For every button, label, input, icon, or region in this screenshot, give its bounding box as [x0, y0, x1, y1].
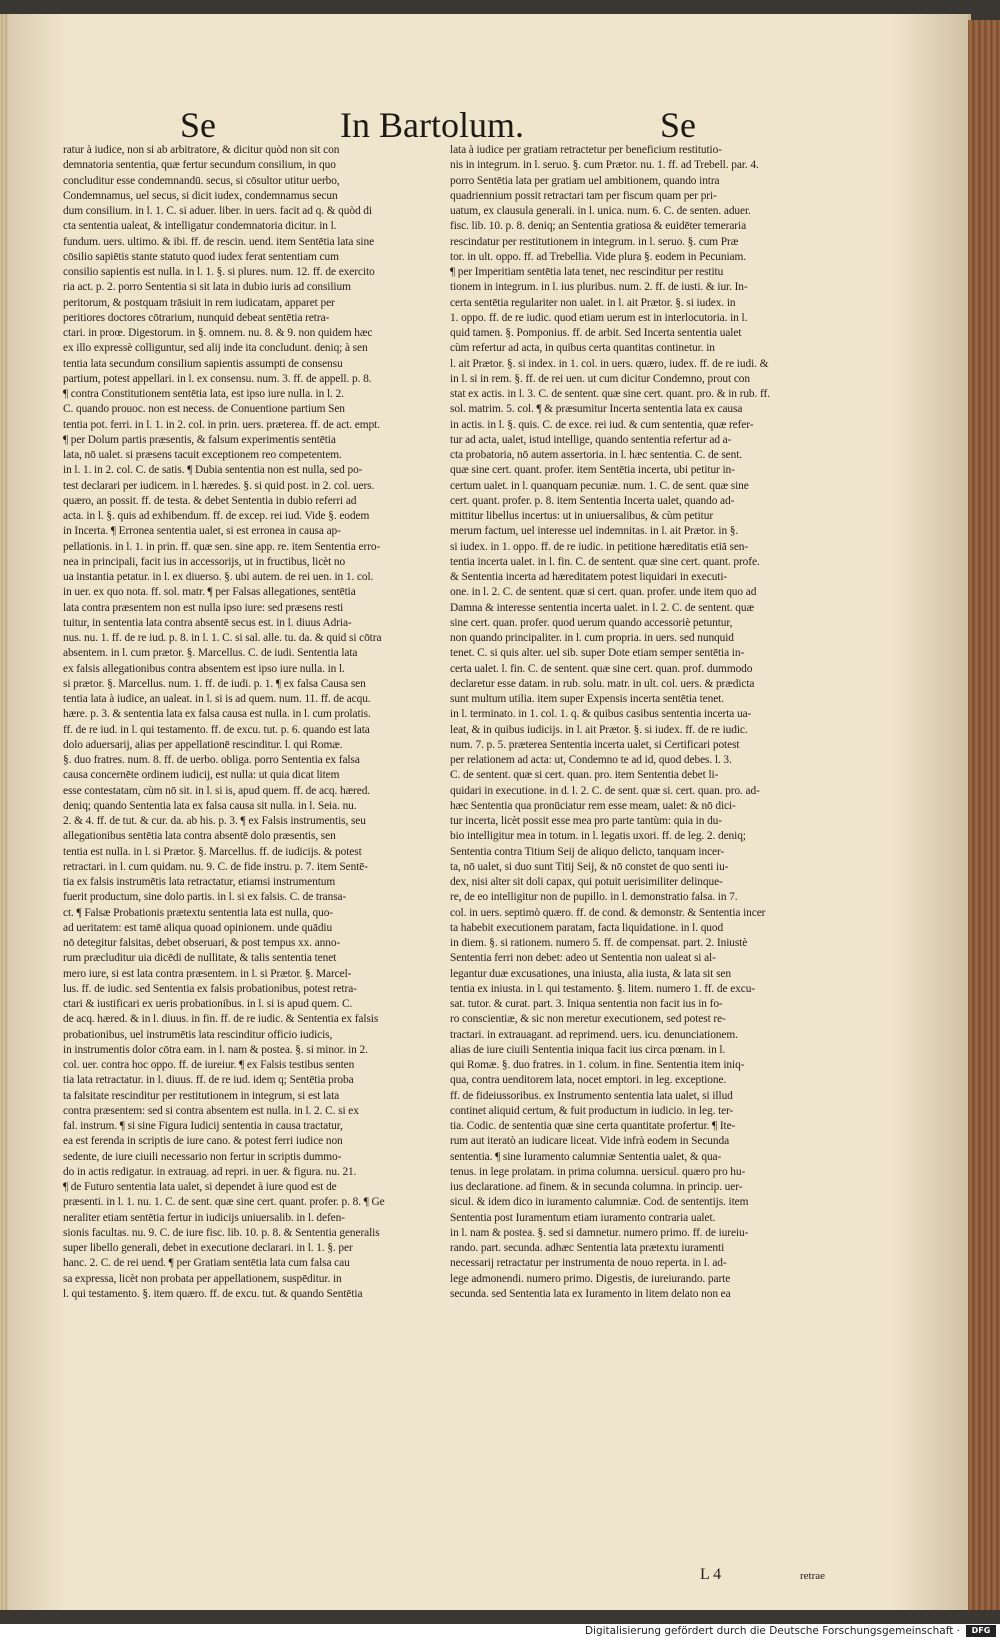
text-line: peritiores doctores cōtrarium, nunquid debeat sentētia retra- — [63, 311, 330, 324]
text-line: si iudex. in 1. oppo. ff. de re iudic. in petitione hæreditatis etiā sen- — [450, 540, 749, 553]
text-line: præsenti. in l. 1. nu. 1. C. de sent. quæ sine cert. quant. profer. p. 8. ¶ Ge — [63, 1196, 385, 1209]
text-line: fisc. lib. 10. p. 8. deniq; an Sententia gratiosa & euidēter temeraria — [450, 220, 747, 233]
text-line: §. duo fratres. num. 8. ff. de uerbo. obliga. porro Sententia ex falsa — [63, 754, 360, 766]
text-line: partium, potest appellari. in l. ex consensu. num. 3. ff. de appell. p. 8. — [63, 372, 372, 385]
text-line: tionem in integrum. in l. ius pluribus. num. 2. ff. de iusti. & iur. In- — [450, 281, 748, 294]
text-line: peritorum, & postquam trāsiuit in rem iudicatam, apparet per — [63, 296, 335, 309]
text-line: hære. p. 3. & sententia lata ex falsa causa est nulla. in l. cum prolatis. — [63, 708, 371, 721]
text-line: ea est ferenda in scriptis de iure cano. & potest ferri iudice non — [63, 1135, 343, 1148]
text-line: ctari & iustificari ex ueris probationibus. in l. si is apud quem. C. — [63, 998, 353, 1010]
text-line: secunda. sed Sententia lata ex Iuramento in litem delato non ea — [450, 1287, 731, 1300]
text-line: ria act. p. 2. porro Sententia si sit lata in dubio iuris ad consilium — [63, 281, 351, 294]
text-line: dum consilium. in l. 1. C. si aduer. liber. in uers. facit ad q. & quòd di — [63, 205, 372, 217]
text-line: in diem. §. si rationem. numero 5. ff. de compensat. part. 2. Iniustè — [450, 937, 748, 949]
text-line: nis in integrum. in l. seruo. §. cum Prætor. nu. 1. ff. ad Trebell. par. 4. — [450, 159, 759, 172]
book-binding — [968, 20, 1000, 1610]
text-line: consilio sapientis est nulla. in l. 1. §. si plures. num. 12. ff. de exercito — [63, 266, 375, 278]
text-line: ¶ de Futuro sententia lata ualet, si dependet à iure quod est de — [63, 1181, 337, 1193]
text-line: certa sentētia regulariter non ualet. in l. ait Prætor. §. si iudex. in — [450, 296, 736, 309]
text-line: cta sententia ualeat, & intelligatur condemnatoria dicitur. in l. — [63, 220, 337, 233]
text-line: sicul. & idem dico in iuramento calumniæ. Cod. de sententijs. item — [450, 1196, 749, 1209]
text-line: ratur à iudice, non si ab arbitratore, & dicitur quòd non sit con — [63, 144, 340, 156]
text-line: tentia incerta ualet. in l. fin. C. de sentent. quæ sine cert. quant. profe. — [450, 555, 760, 568]
text-line: ta falsitate rescinditur per restitutionem in integrum, si est lata — [63, 1089, 340, 1102]
text-line: quæ sine cert. quant. profer. item Sentētia incerta, ubi petitur in- — [450, 464, 735, 477]
text-line: deniq; quando Sententia lata ex falsa causa sit nulla. in l. Seia. nu. — [63, 799, 357, 812]
text-line: fal. instrum. ¶ si sine Figura Iudicij sententia in causa tractatur, — [63, 1120, 343, 1132]
text-line: C. quando prouoc. non est necess. de Conuentione partium Sen — [63, 403, 345, 416]
text-line: tor. in ult. oppo. ff. ad Trebellia. Vide plura §. eodem in Pecuniam. — [450, 250, 747, 263]
text-line: sedente, de iure ciuili necessario non fertur in scriptis dummo- — [63, 1150, 342, 1163]
text-line: tia ex falsis instrumētis lata retractatur, etiamsi instrumentum — [63, 876, 336, 888]
text-line: concluditur esse condemnandū. secus, si cōsultor utitur uerbo, — [63, 174, 340, 187]
text-line: dolo aduersarij, alias per appellationē rescinditur. l. qui Romæ. — [63, 738, 343, 751]
text-line: fundum. uers. ultimo. & ibi. ff. de rescin. uend. item Sentētia lata sine — [63, 235, 375, 248]
text-line: fuerit productum, sine dolo partis. in l. si ex falsis. C. de transa- — [63, 891, 347, 904]
text-line: sunt multum utilia. item super Expensis incerta sentētia tenet. — [450, 693, 724, 705]
text-line: neraliter etiam sentētia fertur in iudicijs uniuersalib. in l. defen- — [63, 1211, 345, 1224]
text-line: nō detegitur falsitas, debet obseruari, & post tempus xx. anno- — [63, 937, 341, 949]
text-line: pellationis. in l. 1. in prin. ff. quæ sen. sine app. re. item Sententia erro- — [63, 540, 381, 553]
text-line: one. in l. 2. C. de sentent. quæ si cert. quan. profer. unde item quo ad — [450, 586, 757, 599]
funding-notice: Digitalisierung gefördert durch die Deutsche Forschungsgemeinschaft · — [584, 1625, 960, 1637]
text-line: quæro, an possit. ff. de testa. & debet Sententia in dubio referri ad — [63, 494, 357, 507]
text-line: tur ad acta, ualet, istud intellige, quando sententia refertur ad a- — [450, 433, 732, 446]
text-line: hanc. 2. C. de rei uend. ¶ per Gratiam sentētia lata cum falsa cau — [63, 1257, 350, 1270]
text-line: cert. quant. profer. p. 8. item Sententia Incerta ualet, quando ad- — [450, 494, 735, 507]
text-line: continet aliquid certum, & fuit productum in iudicio. in leg. ter- — [450, 1104, 734, 1117]
text-line: sententia. ¶ sine Iuramento calumniæ Sententia ualet, & qua- — [450, 1150, 722, 1163]
text-line: causa concernēte ordinem iudicij, est nulla: ut quia dicat litem — [63, 769, 340, 782]
text-line: in Incerta. ¶ Erronea sententia ualet, si est erronea in causa ap- — [63, 525, 341, 538]
text-line: esse contestatam, cùm nō sit. in l. si is, apud quem. ff. de acq. hæred. — [63, 784, 371, 797]
text-line: ff. de fideiussoribus. ex Instrumento sententia lata ualet, si illud — [450, 1089, 733, 1102]
text-line: leat, & in quibus iudicijs. in l. ait Prætor. §. si iudex. ff. de re iudic. — [450, 723, 748, 736]
header-right: Se — [660, 105, 696, 145]
text-line: lus. ff. de iudic. sed Sententia ex falsis probationibus, potest retra- — [63, 982, 357, 995]
text-line: sa expressa, licèt non probata per appellationem, suspēditur. in — [63, 1272, 342, 1285]
text-line: col. uer. contra hoc oppo. ff. de iureiur. ¶ ex Falsis testibus senten — [63, 1059, 355, 1071]
text-line: lege admonendi. numero primo. Digestis, de iureiurando. parte — [450, 1272, 731, 1285]
text-line: ¶ per Imperitiam sentētia lata tenet, nec rescinditur per restitu — [450, 266, 724, 278]
text-line: do in actis redigatur. in extrauag. ad repri. in uer. & figura. nu. 21. — [63, 1165, 357, 1178]
text-line: Sententia contra Titium Seij de aliquo delicto, tanquam incer- — [450, 845, 725, 858]
text-line: Sententia ferri non debet: adeo ut Sententia non ualeat si al- — [450, 952, 716, 965]
text-line: uatum, ex clausula generali. in l. unica. num. 6. C. de senten. aduer. — [450, 205, 751, 217]
text-line: ctari. in proœ. Digestorum. in §. omnem. nu. 8. & 9. non quidem hæc — [63, 327, 373, 339]
text-line: ct. ¶ Falsæ Probationis prætextu sententia lata est nulla, quo- — [63, 906, 333, 919]
text-line: re, de eo intelligitur non de pupillo. in l. demonstratio falsa. in 7. — [450, 891, 738, 904]
text-line: in l. si in rem. §. ff. de rei uen. ut cum dicitur Condemno, prout con — [450, 372, 750, 385]
text-line: 1. oppo. ff. de re iudic. quod etiam uerum est in interlocutoria. in l. — [450, 311, 748, 324]
text-line: bio intelligitur mea in totum. in l. legatis uxori. ff. de leg. 2. deniq; — [450, 830, 746, 843]
text-line: Condemnamus, uel secus, si dicit iudex, condemnamus secun — [63, 189, 338, 202]
text-line: merum factum, uel interesse uel indemnitas. in l. ait Prætor. in §. — [450, 525, 739, 538]
dfg-logo: DFG — [966, 1625, 996, 1637]
text-line: in actis. in l. §. quis. C. de exce. rei iud. & cum sententia, quæ refer- — [450, 418, 754, 431]
text-line: tia. Codic. de sententia quæ sine certa quantitate profertur. ¶ Ite- — [450, 1120, 736, 1132]
text-line: ff. de re iud. in l. qui testamento. ff. de excu. tut. p. 6. quando est lata — [63, 723, 370, 736]
text-line: tuitur, in sententia lata contra absentē secus est. in l. diuus Adria- — [63, 616, 352, 629]
text-line: cta probatoria, nō autem assertoria. in l. hæc sententia. C. de sent. — [450, 449, 743, 461]
text-line: in uer. ex quo nota. ff. sol. matr. ¶ per Falsas allegationes, sentētia — [63, 586, 356, 599]
text-line: col. in uers. septimò quæro. ff. de cond. & demonstr. & Sententia incer — [450, 906, 766, 919]
text-line: in l. nam & postea. §. sed si damnetur. numero primo. ff. de iureiu- — [450, 1226, 749, 1239]
text-line: necessarij retractatur per instrumenta de nouo reperta. in l. ad- — [450, 1257, 727, 1270]
text-line: qui Romæ. §. duo fratres. in 1. colum. in fine. Sententia item iniq- — [450, 1059, 745, 1071]
text-line: absentem. in l. cum prætor. §. Marcellus. C. de iudi. Sententia lata — [63, 647, 358, 660]
text-line: quidari in executione. in d. l. 2. C. de sent. quæ si. cert. quan. pro. ad- — [450, 784, 760, 797]
text-line: certa ualet. l. fin. C. de sentent. quæ sine cert. quan. prof. dummodo — [450, 662, 753, 675]
text-line: dex, nisi alter sit doli capax, qui potuit uerisimiliter delinque- — [450, 876, 723, 888]
text-line: rando. part. secunda. adhæc Sententia lata prætextu iuramenti — [450, 1242, 725, 1254]
text-line: probationibus, uel instrumētis lata rescinditur officio iudicis, — [63, 1028, 333, 1041]
header-title: In Bartolum. — [340, 105, 524, 145]
footer-bar — [0, 1624, 1000, 1638]
text-line: num. 7. p. 5. præterea Sententia incerta ualet, si Certificari potest — [450, 738, 740, 751]
text-line: stat ex actis. in l. 3. C. de sentent. quæ sine cert. quant. pro. & in rub. ff. — [450, 388, 770, 400]
text-line: & Sententia incerta ad hæreditatem potest liquidari in executi- — [450, 571, 728, 583]
text-line: sine cert. quan. profer. quod uerum quando accessoriè petuntur, — [450, 616, 733, 629]
text-line: ua instantia petatur. in l. ex diuerso. §. ubi autem. de rei uen. in 1. col. — [63, 571, 374, 583]
text-line: Sententia post Iuramentum etiam iuramento contraria ualet. — [450, 1211, 716, 1224]
text-line: nus. nu. 1. ff. de re iud. p. 8. in l. 1. C. si sal. alle. tu. da. & quid si cōtra — [63, 632, 382, 644]
text-line: tentia pot. ferri. in l. 1. in 2. col. in prin. uers. præterea. ff. de act. empt. — [63, 418, 380, 431]
text-line: mittitur libellus incertus: ut in uniuersalibus, & cùm petitur — [450, 510, 714, 522]
text-line: sol. matrim. 5. col. ¶ & præsumitur Incerta sententia lata ex causa — [450, 403, 743, 416]
text-line: ad ueritatem: est tamē aliqua quoad opinionem. unde quādiu — [63, 921, 333, 934]
text-line: tenet. C. si quis alter. uel sib. super Dote etiam semper sentētia in- — [450, 647, 745, 660]
text-line: 2. & 4. ff. de tut. & cur. da. ab his. p. 3. ¶ ex Falsis instrumentis, seu — [63, 815, 366, 827]
text-line: hæc Sententia qua pronūciatur rem esse meam, ualet: & nō dici- — [450, 799, 736, 812]
text-line: ta habebit executionem paratam, facta liquidatione. in l. quod — [450, 921, 724, 934]
text-line: ex falsis allegationibus contra absentem est ipso iure nulla. in l. — [63, 662, 345, 675]
text-line: mero iure, si est lata contra præsentem. in l. si Prætor. §. Marcel- — [63, 967, 352, 980]
text-line: super libello generali, debet in executione declarari. in l. 1. §. per — [63, 1242, 353, 1254]
text-line: tia lata retractatur. in l. diuus. ff. de re iud. idem q; Sentētia proba — [63, 1074, 354, 1087]
text-line: tentia ex iniusta. in l. qui testamento. §. litem. numero 1. ff. de excu- — [450, 982, 756, 995]
text-line: C. de sentent. quæ si cert. quan. pro. item Sententia debet li- — [450, 769, 719, 782]
text-line: in l. 1. in 2. col. C. de satis. ¶ Dubia sententia non est nulla, sed po- — [63, 464, 363, 477]
text-line: retractari. in l. cum quidam. nu. 9. C. de fide instru. p. 7. item Sentē- — [63, 860, 368, 873]
text-line: non quando principaliter. in l. cum propria. in uers. sed nunquid — [450, 632, 734, 644]
text-line: quadriennium possit retractari tam per fiscum quam per pri- — [450, 189, 717, 202]
text-line: ius declaratione. ad finem. & in secunda columna. in princip. uer- — [450, 1181, 743, 1193]
text-line: tentia lata à iudice, an ualeat. in l. si is ad quem. num. 11. ff. de acqu. — [63, 693, 371, 705]
text-line: quid tamen. §. Pomponius. ff. de arbit. Sed Incerta sententia ualet — [450, 327, 742, 339]
left-text-column — [63, 143, 431, 1302]
text-line: allegationibus sentētia lata contra absentē dolo præsentis, sen — [63, 830, 336, 843]
text-line: Damna & interesse sententia incerta ualet. in l. 2. C. de sentent. quæ — [450, 601, 754, 614]
text-line: declaretur esse datam. in rub. solu. matr. in ult. col. uers. & prædicta — [450, 677, 755, 690]
text-line: l. ait Prætor. §. si index. in 1. col. in uers. quæro, iudex. ff. de re iudi. & — [450, 357, 769, 370]
text-line: ¶ contra Constitutionem sentētia lata, est ipso iure nulla. in l. 2. — [63, 388, 344, 400]
text-line: in l. terminato. in 1. col. 1. q. & quibus casibus sententia incerta ua- — [450, 708, 752, 721]
text-line: ta, nō ualet, si duo sunt Titij Seij, & nō constet de quo senti iu- — [450, 860, 729, 873]
text-line: rum præcluditur uia dicēdi de nullitate, & talis sententia tenet — [63, 952, 337, 965]
text-line: qua, contra uenditorem lata, nocet emptori. in leg. exceptione. — [450, 1074, 727, 1087]
text-line: de acq. hæred. & in l. diuus. in fin. ff. de re iudic. & Sententia ex falsis — [63, 1013, 379, 1026]
right-text-column — [450, 143, 818, 1302]
text-line: tenus. in lege prolatam. in prima columna. uersicul. quæro pro hu- — [450, 1165, 746, 1178]
text-line: sat. tutor. & curat. part. 3. Iniqua sententia non facit ius in fo- — [450, 998, 723, 1010]
text-line: cōsilio sapiētis stante statuto quod iudex ferat sententiam cum — [63, 250, 339, 263]
text-line: tur incerta, licèt possit esse mea pro parte tantùm: quia in du- — [450, 815, 722, 827]
text-line: ex illo expressè colliguntur, sed alij inde ita concludunt. deniq; à sen — [63, 342, 368, 355]
text-line: legantur duæ excusationes, una iniusta, alia iusta, & lata sit sen — [450, 967, 731, 980]
text-line: test declarari per iudicem. in l. hæredes. §. si quid post. in 2. col. uers. — [63, 479, 375, 492]
text-line: lata contra præsentem non est nulla ipso iure: sed præsens resti — [63, 601, 344, 614]
text-line: contra præsentem: sed si contra absentem est nulla. in l. 2. C. si ex — [63, 1104, 359, 1117]
text-line: tentia est nulla. in l. si Prætor. §. Marcellus. ff. de iudicijs. & potest — [63, 845, 362, 858]
text-line: lata à iudice per gratiam retractetur per beneficium restitutio- — [450, 144, 722, 156]
signature-mark: L 4 — [700, 1566, 722, 1583]
catchword: retrae — [800, 1570, 826, 1582]
header-left: Se — [180, 105, 216, 145]
text-line: rescindatur per restitutionem in integrum. in l. seruo. §. cum Præ — [450, 235, 739, 248]
text-line: lata, nō ualet. si præsens tacuit exceptionem reo competentem. — [63, 449, 342, 461]
text-line: tentia lata secundum consilium sapientis assumpti de consensu — [63, 357, 343, 370]
text-line: ro conscientiæ, & sic non meretur executionem, sed potest re- — [450, 1013, 726, 1026]
text-line: tractari. in extrauagant. ad reprimend. uers. icu. denunciationem. — [450, 1028, 738, 1041]
text-line: nea in principali, facit ius in accessorijs, ut in fructibus, licèt no — [63, 555, 346, 568]
text-line: acta. in l. §. quis ad exhibendum. ff. de excep. rei iud. Vide §. eodem — [63, 510, 370, 522]
text-line: in instrumentis dolor cōtra eam. in l. nam & postea. §. si minor. in 2. — [63, 1043, 368, 1056]
text-line: rum aut iteratò an iudicare liceat. Vide infrà eodem in Secunda — [450, 1135, 730, 1148]
text-line: si prætor. §. Marcellus. num. 1. ff. de iudi. p. 1. ¶ ex falsa Causa sen — [63, 677, 366, 690]
text-line: ¶ per Dolum partis præsentis, & falsum experimentis sentētia — [63, 433, 336, 446]
text-line: sionis facultas. nu. 9. C. de iure fisc. lib. 10. p. 8. & Sententia generalis — [63, 1226, 380, 1239]
text-line: l. qui testamento. §. item quæro. ff. de excu. tut. & quando Sentētia — [63, 1287, 363, 1300]
text-line: porro Sentētia lata per gratiam uel ambitionem, quando intra — [450, 174, 720, 187]
text-line: demnatoria sententia, quæ fertur secundum consilium, in quo — [63, 159, 336, 172]
text-line: cùm refertur ad acta, in quibus certa quantitas continetur. in — [450, 342, 715, 355]
text-line: alias de iure ciuili Sententia iniqua facit ius circa pœnam. in l. — [450, 1043, 726, 1056]
text-line: per relationem ad acta: ut, Condemno te ad id, quod debes. l. 3. — [450, 754, 732, 766]
text-line: certum ualet. in l. quanquam pecuniæ. num. 1. C. de sent. quæ sine — [450, 479, 749, 492]
